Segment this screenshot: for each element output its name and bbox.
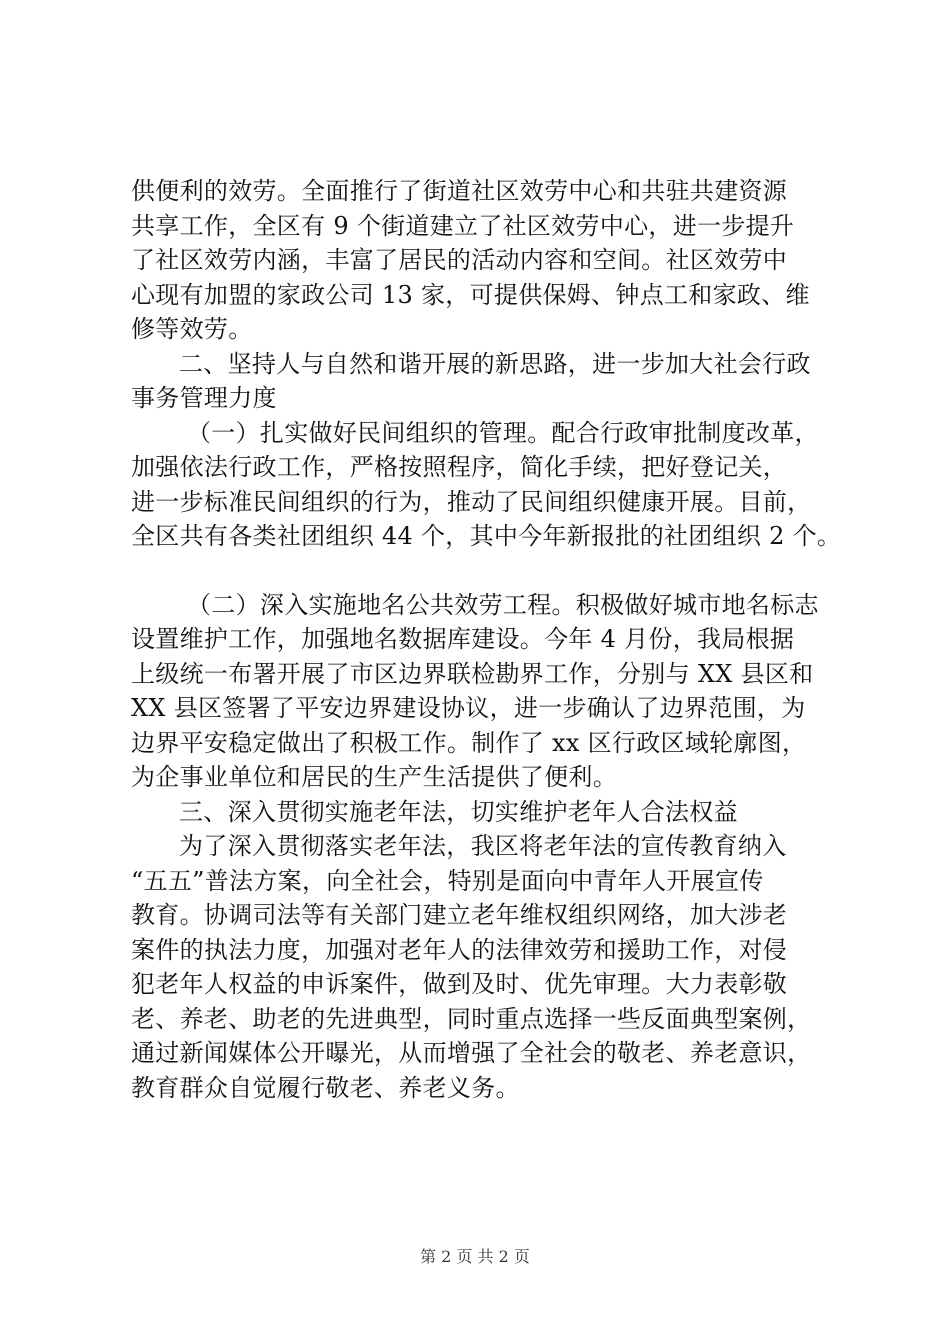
paragraph-start: 为了深入贯彻落实老年法，我区将老年法的宣传教育纳入: [179, 832, 787, 860]
text-line: 犯老年人权益的申诉案件，做到及时、优先审理。大力表彰敬: [131, 970, 788, 998]
text-line: 修等效劳。: [131, 315, 253, 343]
section-heading-3: 三、深入贯彻实施老年法，切实维护老年人合法权益: [179, 797, 738, 826]
text-line: 教育群众自觉履行敬老、养老义务。: [131, 1073, 520, 1102]
text-line: 边界平安稳定做出了积极工作。制作了 xx 区行政区域轮廓图，: [131, 728, 807, 757]
text-line: 共享工作，全区有 9 个街道建立了社区效劳中心，进一步提升: [131, 211, 795, 240]
text-line: 通过新闻媒体公开曝光，从而增强了全社会的敬老、养老意识，: [131, 1039, 812, 1067]
text-line: 案件的执法力度，加强对老年人的法律效劳和援助工作，对侵: [131, 935, 788, 964]
text-line: 了社区效劳内涵，丰富了居民的活动内容和空间。社区效劳中: [131, 246, 788, 274]
page-footer: 第 2 页 共 2 页: [420, 1247, 530, 1266]
document-body: [131, 174, 842, 1105]
paragraph-gap: [131, 554, 831, 588]
text-line: 为企事业单位和居民的生产生活提供了便利。: [131, 763, 617, 791]
text-line: XX 县区签署了平安边界建设协议，进一步确认了边界范围，为: [131, 694, 806, 722]
subsection-1-start: （一）扎实做好民间组织的管理。配合行政审批制度改革，: [187, 418, 819, 447]
text-line: 加强依法行政工作，严格按照程序，简化手续，把好登记关，: [131, 453, 788, 481]
section-heading-2-cont: 事务管理力度: [131, 384, 277, 412]
section-heading-2: 二、坚持人与自然和谐开展的新思路，进一步加大社会行政: [179, 349, 811, 378]
text-line: 上级统一布署开展了市区边界联检勘界工作，分别与 XX 县区和: [131, 659, 814, 688]
text-line: “五五”普法方案，向全社会，特别是面向中青年人开展宣传: [131, 866, 764, 895]
text-line: 进一步标准民间组织的行为，推动了民间组织健康开展。目前，: [131, 487, 812, 516]
text-line: 设置维护工作，加强地名数据库建设。今年 4 月份，我局根据: [131, 625, 795, 653]
text-line: 心现有加盟的家政公司 13 家，可提供保姆、钟点工和家政、维: [131, 280, 810, 309]
text-line: 老、养老、助老的先进典型，同时重点选择一些反面典型案例，: [131, 1004, 812, 1033]
text-line: 供便利的效劳。全面推行了街道社区效劳中心和共驻共建资源: [131, 177, 788, 205]
text-line: 教育。协调司法等有关部门建立老年维权组织网络，加大涉老: [131, 901, 788, 929]
subsection-2-start: （二）深入实施地名公共效劳工程。积极做好城市地名标志: [187, 590, 819, 619]
text-line: 全区共有各类社团组织 44 个，其中今年新报批的社团组织 2 个。: [131, 522, 842, 550]
